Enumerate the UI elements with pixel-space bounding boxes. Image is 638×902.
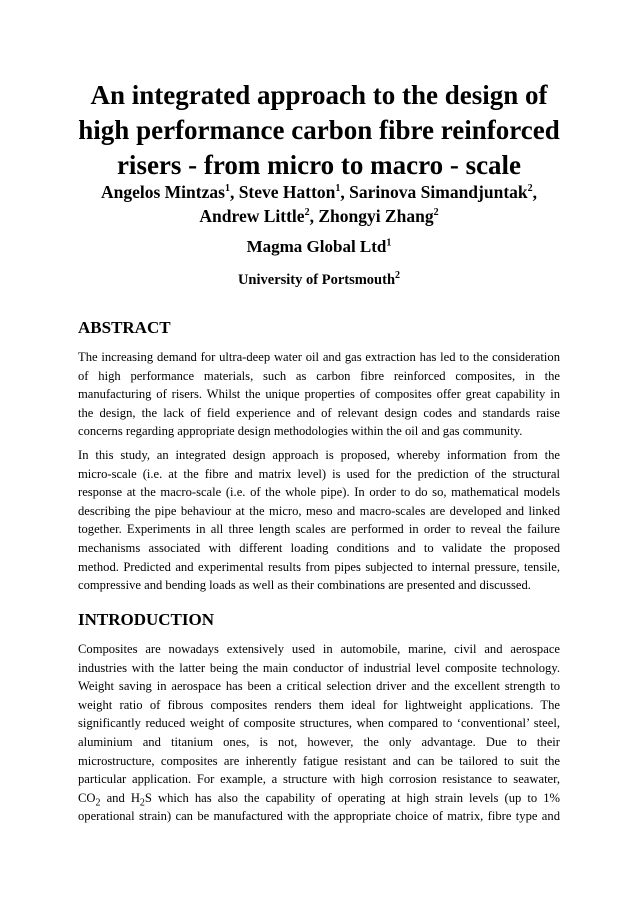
author-name: , Zhongyi Zhang — [309, 206, 434, 226]
text-line: Composites are nowadays extensively used in automobile, marine, civil and aerospace — [78, 642, 560, 656]
affiliation-marker: 2 — [304, 207, 310, 219]
paper-title — [60, 78, 578, 183]
author-name: Angelos Mintzas — [100, 182, 225, 202]
chem-co: CO — [78, 790, 96, 805]
abstract-heading: ABSTRACT — [78, 318, 171, 337]
text-line: significantly reduced weight of composite structures, when compared to ‘conventional’ steel, — [78, 716, 560, 731]
text-line: operational strain) can be manufactured with the appropriate choice of matrix, fibre type and — [78, 809, 560, 824]
title-line: risers - from micro to macro - scale — [116, 150, 522, 180]
chem-subscript: 2 — [95, 797, 101, 808]
introduction-heading: INTRODUCTION — [78, 610, 215, 629]
abstract-paragraph-1 — [78, 348, 560, 441]
text-line: concerns regarding appropriate design methodologies within the oil and gas community. — [78, 424, 523, 439]
author-line — [60, 180, 578, 204]
author-name: , Steve Hatton — [229, 182, 336, 202]
university-name: University of Portsmouth — [237, 272, 396, 288]
text-line: together. Experiments in all three length scales are performed in order to reveal the failure — [78, 522, 560, 537]
text-line: aluminium and titanium ones, is not, however, the only advantage. Due to their — [78, 734, 560, 749]
affiliation-company — [60, 236, 578, 258]
affiliation-marker: 1 — [335, 183, 341, 195]
text-line: manufacturing of risers. Whilst the unique properties of composites offer great capability in — [78, 387, 560, 402]
author-list — [60, 180, 578, 228]
abstract-paragraph-2 — [78, 446, 560, 595]
affiliation-marker: 1 — [224, 183, 230, 195]
chem-h: and H — [100, 790, 140, 805]
chem-rest: S which has also the capability of operating at high strain levels (up to 1% — [144, 790, 560, 805]
author-name: , Sarinova Simandjuntak — [340, 182, 528, 202]
text-line: compressive and bending loads as well as their combinations are presented and discussed. — [78, 578, 531, 593]
affiliation-marker: 2 — [527, 183, 533, 195]
title-line: An integrated approach to the design of — [90, 80, 548, 110]
text-line-chemistry — [78, 789, 560, 808]
text-line: Weight saving in aerospace has been a critical selection driver and the excellent strength to — [78, 679, 560, 694]
introduction-paragraph — [78, 640, 560, 826]
author-separator: , — [532, 182, 538, 202]
text-line: mechanisms associated with different loading conditions and to validate the proposed — [78, 540, 560, 555]
affiliation-university — [60, 270, 578, 290]
affiliation-marker: 2 — [395, 270, 401, 282]
text-line: particular application. For example, a structure with high corrosion resistance to seawater, — [78, 772, 560, 787]
text-line: the design, the lack of field experience and of relevant design codes and standards raise — [78, 405, 560, 420]
author-name: Andrew Little — [199, 206, 305, 226]
text-line: In this study, an integrated design approach is proposed, whereby information from the — [78, 448, 560, 462]
text-line: describing the pipe behaviour at the micro, meso and macro-scales are developed and linked — [78, 503, 560, 518]
text-line: micro-scale (i.e. at the fibre and matrix level) is used for the prediction of the structural — [78, 466, 560, 481]
text-line: weight ratio of fibrous composites renders them ideal for lightweight applications. The — [78, 697, 560, 712]
text-line: industries with the latter being the main conductor of industrial level composite technology. — [78, 660, 560, 675]
text-line: microstructure, composites are inherently fatigue resistant and can be tailored to suit the — [78, 753, 560, 768]
affiliation-marker: 2 — [433, 207, 439, 219]
text-line: of high performance materials, such as carbon fibre reinforced composites, in the — [78, 368, 560, 383]
affiliation-marker: 1 — [386, 237, 392, 249]
text-line: method. Predicted and experimental results from pipes subjected to internal pressure, tensile, — [78, 559, 560, 574]
title-line: high performance carbon fibre reinforced — [78, 115, 560, 145]
text-line: The increasing demand for ultra-deep water oil and gas extraction has led to the consideration — [78, 350, 560, 364]
author-line — [60, 204, 578, 228]
text-line: response at the macro-scale (i.e. of the whole pipe). In order to do so, mathematical models — [78, 485, 560, 500]
chem-subscript: 2 — [139, 797, 145, 808]
company-name: Magma Global Ltd — [246, 237, 387, 256]
